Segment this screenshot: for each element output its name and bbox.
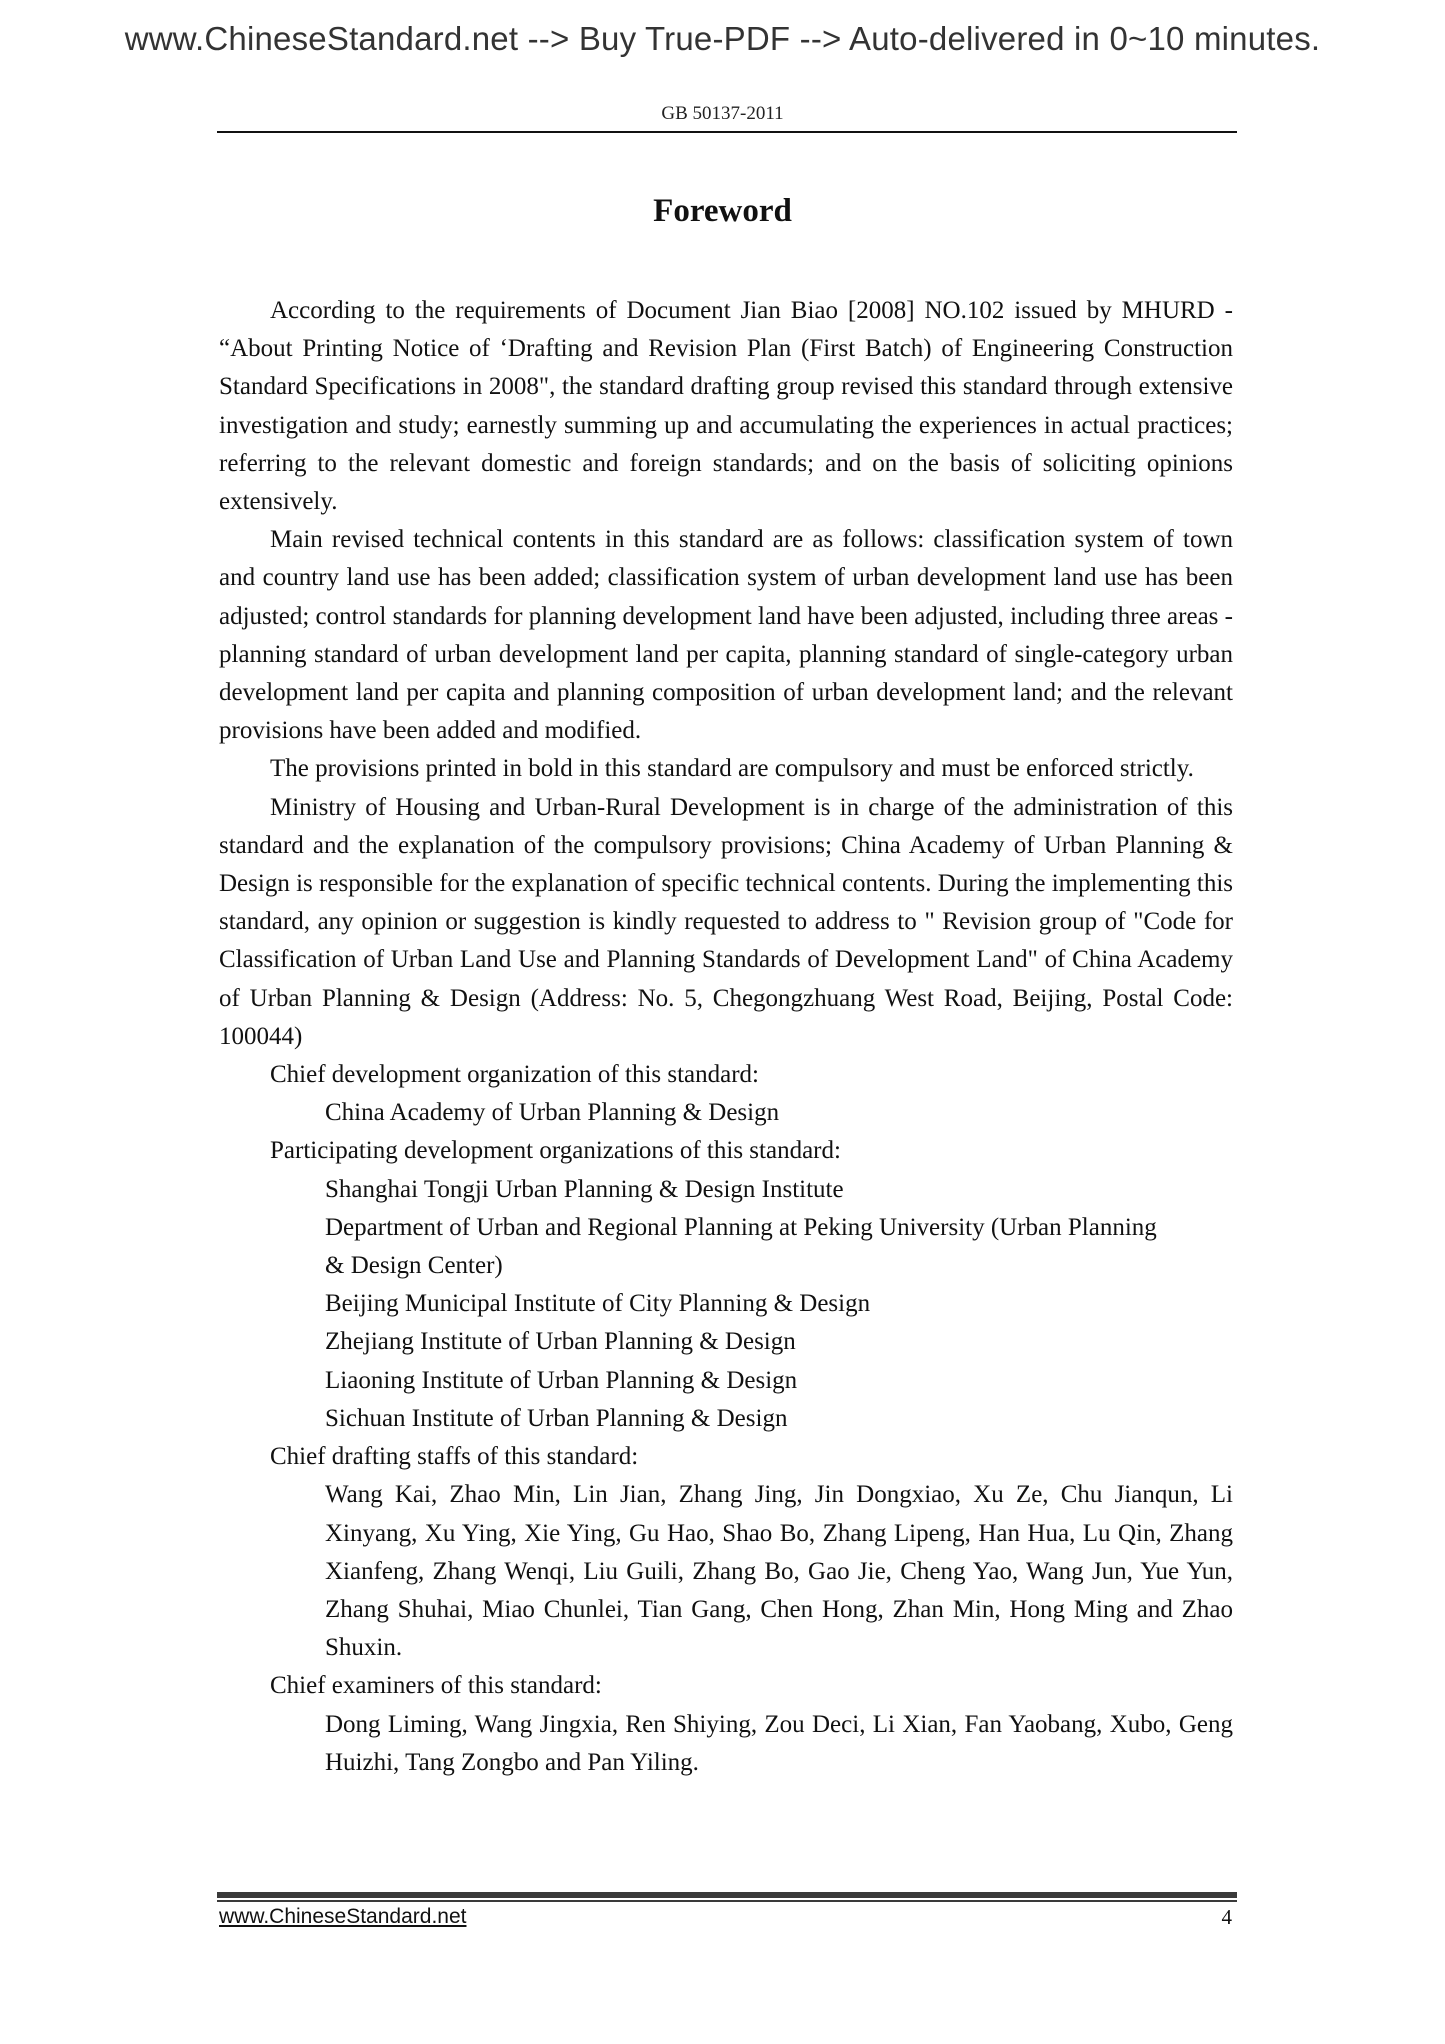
paragraph-administration: Ministry of Housing and Urban-Rural Development is in charge of the administration of this standard and the explanation of the compulsory provisions; China Academy of Urban Planning & Design is responsible for the explanation of specific technical contents. During the implementing this standard, any opinion or suggestion is kindly requested to address to " Revision group of "Code for Classification of Urban Land Use and Planning Standards of Development Land" of China Academy of Urban Planning & Design (Address: No. 5, Chegongzhuang West Road, Beijing, Postal Code: 100044) [219, 793, 1233, 1050]
banner-text: www.ChineseStandard.net --> Buy True-PDF --> Auto-delivered in 0~10 minutes. [124, 20, 1321, 57]
participating-org: Beijing Municipal Institute of City Planning & Design [325, 1290, 871, 1318]
participating-org: & Design Center) [325, 1252, 503, 1280]
examiners-label: Chief examiners of this standard: [270, 1672, 602, 1700]
paragraph-compulsory: The provisions printed in bold in this standard are compulsory and must be enforced strictly. [270, 755, 1194, 783]
paragraph-intro: According to the requirements of Document Jian Biao [2008] NO.102 issued by MHURD - “About Printing Notice of ‘Drafting and Revision Plan (First Batch) of Engineering Construction Standard Specifications in 2008", the standard drafting group revised this standard through extensive investigation and study; earnestly summing up and accumulating the experiences in actual practices; referring to the relevant domestic and foreign standards; and on the basis of soliciting opinions extensively. [219, 297, 1233, 516]
chief-org-label: Chief development organization of this standard: [270, 1061, 760, 1089]
participating-label: Participating development organizations of this standard: [270, 1137, 841, 1165]
footer-website-link[interactable]: www.ChineseStandard.net [219, 1905, 467, 1928]
drafting-staff-label: Chief drafting staffs of this standard: [270, 1443, 639, 1471]
footer-divider [217, 1892, 1237, 1902]
page-title: Foreword [653, 193, 792, 229]
standard-code: GB 50137-2011 [661, 103, 784, 124]
participating-org: Shanghai Tongji Urban Planning & Design Institute [325, 1175, 844, 1203]
drafting-staff-names: Wang Kai, Zhao Min, Lin Jian, Zhang Jing, Jin Dongxiao, Xu Ze, Chu Jianqun, Li Xinyang, Xu Ying, Xie Ying, Gu Hao, Shao Bo, Zhang Lipeng, Han Hua, Lu Qin, Zhang Xianfeng, Zhang Wenqi, Liu Guili, Zhang Bo, Gao Jie, Cheng Yao, Wang Jun, Yue Yun, Zhang Shuhai, Miao Chunlei, Tian Gang, Chen Hong, Zhan Min, Hong Ming and Zhao Shuxin. [325, 1481, 1233, 1662]
participating-org: Zhejiang Institute of Urban Planning & Design [325, 1328, 796, 1356]
participating-org: Department of Urban and Regional Planning at Peking University (Urban Planning [325, 1213, 1157, 1241]
participating-org: Sichuan Institute of Urban Planning & Design [325, 1404, 788, 1432]
document-body [219, 292, 1233, 1782]
paragraph-revisions: Main revised technical contents in this standard are as follows: classification system of town and country land use has been added; classification system of urban development land use has been adjusted; control standards for planning development land have been adjusted, including three areas - planning standard of urban development land per capita, planning standard of single-category urban development land per capita and planning composition of urban development land; and the relevant provisions have been added and modified. [219, 526, 1233, 745]
chief-org-name: China Academy of Urban Planning & Design [325, 1099, 780, 1127]
examiners-names: Dong Liming, Wang Jingxia, Ren Shiying, Zou Deci, Li Xian, Fan Yaobang, Xubo, Geng Huizhi, Tang Zongbo and Pan Yiling. [325, 1710, 1233, 1776]
participating-org: Liaoning Institute of Urban Planning & Design [325, 1366, 798, 1394]
header-divider [217, 131, 1237, 133]
page-number: 4 [1221, 1905, 1232, 1929]
